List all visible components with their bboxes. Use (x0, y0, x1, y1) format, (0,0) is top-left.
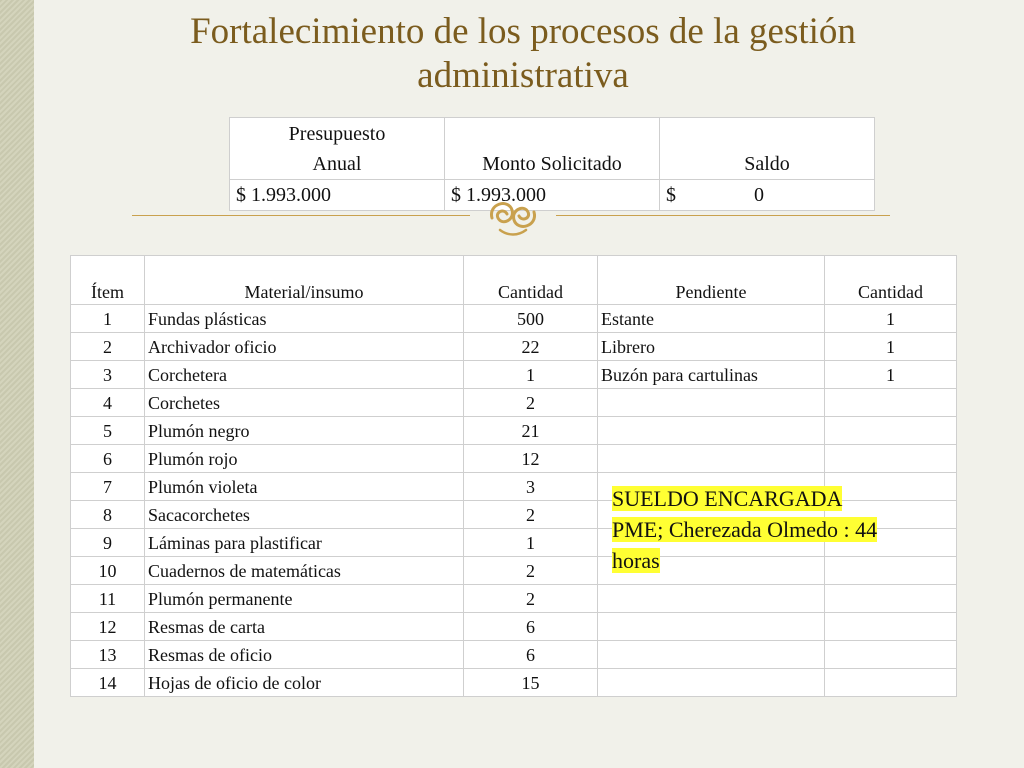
item-number-cell: 12 (71, 613, 145, 641)
item-number-cell: 13 (71, 641, 145, 669)
table-row (71, 613, 957, 641)
pendiente-cell (598, 585, 825, 613)
material-cell: Corchetera (145, 361, 464, 389)
material-cell: Resmas de oficio (145, 641, 464, 669)
item-number-cell: 1 (71, 305, 145, 333)
cantidad-pendiente-cell (825, 641, 957, 669)
material-cell: Plumón negro (145, 417, 464, 445)
material-cell: Fundas plásticas (145, 305, 464, 333)
item-number-cell: 4 (71, 389, 145, 417)
cantidad-cell: 21 (464, 417, 598, 445)
material-cell: Corchetes (145, 389, 464, 417)
budget-value-presupuesto: $ 1.993.000 (230, 180, 445, 211)
pendiente-cell: Librero (598, 333, 825, 361)
page-title (60, 10, 986, 98)
budget-value-row (230, 180, 875, 211)
salary-note-line-1: SUELDO ENCARGADA (612, 486, 843, 511)
cantidad-pendiente-cell: 1 (825, 333, 957, 361)
cantidad-cell: 1 (464, 529, 598, 557)
material-cell: Archivador oficio (145, 333, 464, 361)
pendiente-cell (598, 641, 825, 669)
budget-table (229, 117, 875, 211)
divider-right (556, 215, 890, 216)
cantidad-pendiente-cell (825, 417, 957, 445)
material-cell: Plumón permanente (145, 585, 464, 613)
budget-saldo-amount: 0 (754, 183, 764, 206)
table-row (71, 305, 957, 333)
table-row (71, 417, 957, 445)
item-number-cell: 8 (71, 501, 145, 529)
items-header-cantidad-pendiente: Cantidad (825, 256, 957, 305)
item-number-cell: 3 (71, 361, 145, 389)
cantidad-cell: 2 (464, 557, 598, 585)
cantidad-cell: 500 (464, 305, 598, 333)
items-header-cantidad: Cantidad (464, 256, 598, 305)
material-cell: Cuadernos de matemáticas (145, 557, 464, 585)
page-title-line-1: Fortalecimiento de los procesos de la gestión (190, 11, 856, 52)
cantidad-cell: 2 (464, 585, 598, 613)
pendiente-cell (598, 445, 825, 473)
cantidad-pendiente-cell (825, 389, 957, 417)
cantidad-pendiente-cell (825, 669, 957, 697)
cantidad-cell: 12 (464, 445, 598, 473)
budget-header-presupuesto (230, 118, 445, 180)
cantidad-cell: 15 (464, 669, 598, 697)
table-row (71, 669, 957, 697)
items-header-row (71, 256, 957, 305)
table-row (71, 389, 957, 417)
pendiente-cell (598, 389, 825, 417)
item-number-cell: 7 (71, 473, 145, 501)
item-number-cell: 11 (71, 585, 145, 613)
budget-saldo-symbol: $ (666, 183, 676, 206)
cantidad-cell: 1 (464, 361, 598, 389)
cantidad-pendiente-cell (825, 445, 957, 473)
pendiente-cell (598, 669, 825, 697)
material-cell: Hojas de oficio de color (145, 669, 464, 697)
pendiente-cell: Buzón para cartulinas (598, 361, 825, 389)
decorative-side-strip (0, 0, 34, 768)
material-cell: Láminas para plastificar (145, 529, 464, 557)
items-header-material: Material/insumo (145, 256, 464, 305)
table-row (71, 585, 957, 613)
item-number-cell: 10 (71, 557, 145, 585)
budget-header-presupuesto-line2: Anual (312, 153, 362, 175)
cantidad-pendiente-cell: 1 (825, 361, 957, 389)
cantidad-cell: 2 (464, 389, 598, 417)
material-cell: Plumón rojo (145, 445, 464, 473)
cantidad-cell: 22 (464, 333, 598, 361)
item-number-cell: 14 (71, 669, 145, 697)
table-row (71, 641, 957, 669)
page-title-line-2: administrativa (417, 55, 629, 96)
table-row (71, 361, 957, 389)
items-table (70, 255, 957, 697)
budget-header-presupuesto-line1: Presupuesto (288, 123, 386, 145)
cantidad-pendiente-cell: 1 (825, 305, 957, 333)
cantidad-cell: 2 (464, 501, 598, 529)
item-number-cell: 5 (71, 417, 145, 445)
budget-header-row (230, 118, 875, 180)
salary-note (612, 483, 962, 576)
item-number-cell: 9 (71, 529, 145, 557)
items-header-pendiente: Pendiente (598, 256, 825, 305)
cantidad-cell: 6 (464, 641, 598, 669)
budget-value-saldo (660, 180, 875, 211)
cantidad-pendiente-cell (825, 613, 957, 641)
material-cell: Sacacorchetes (145, 501, 464, 529)
pendiente-cell (598, 613, 825, 641)
salary-note-line-3: horas (612, 548, 660, 573)
salary-note-line-2: PME; Cherezada Olmedo : 44 (612, 517, 878, 542)
budget-header-saldo: Saldo (660, 118, 875, 180)
budget-header-monto: Monto Solicitado (445, 118, 660, 180)
pendiente-cell (598, 417, 825, 445)
budget-value-monto: $ 1.993.000 (445, 180, 660, 211)
table-row (71, 333, 957, 361)
pendiente-cell: Estante (598, 305, 825, 333)
item-number-cell: 2 (71, 333, 145, 361)
items-header-item: Ítem (71, 256, 145, 305)
item-number-cell: 6 (71, 445, 145, 473)
material-cell: Plumón violeta (145, 473, 464, 501)
cantidad-pendiente-cell (825, 585, 957, 613)
divider-left (132, 215, 470, 216)
cantidad-cell: 3 (464, 473, 598, 501)
flourish-ornament-icon (478, 190, 548, 240)
material-cell: Resmas de carta (145, 613, 464, 641)
table-row (71, 445, 957, 473)
cantidad-cell: 6 (464, 613, 598, 641)
